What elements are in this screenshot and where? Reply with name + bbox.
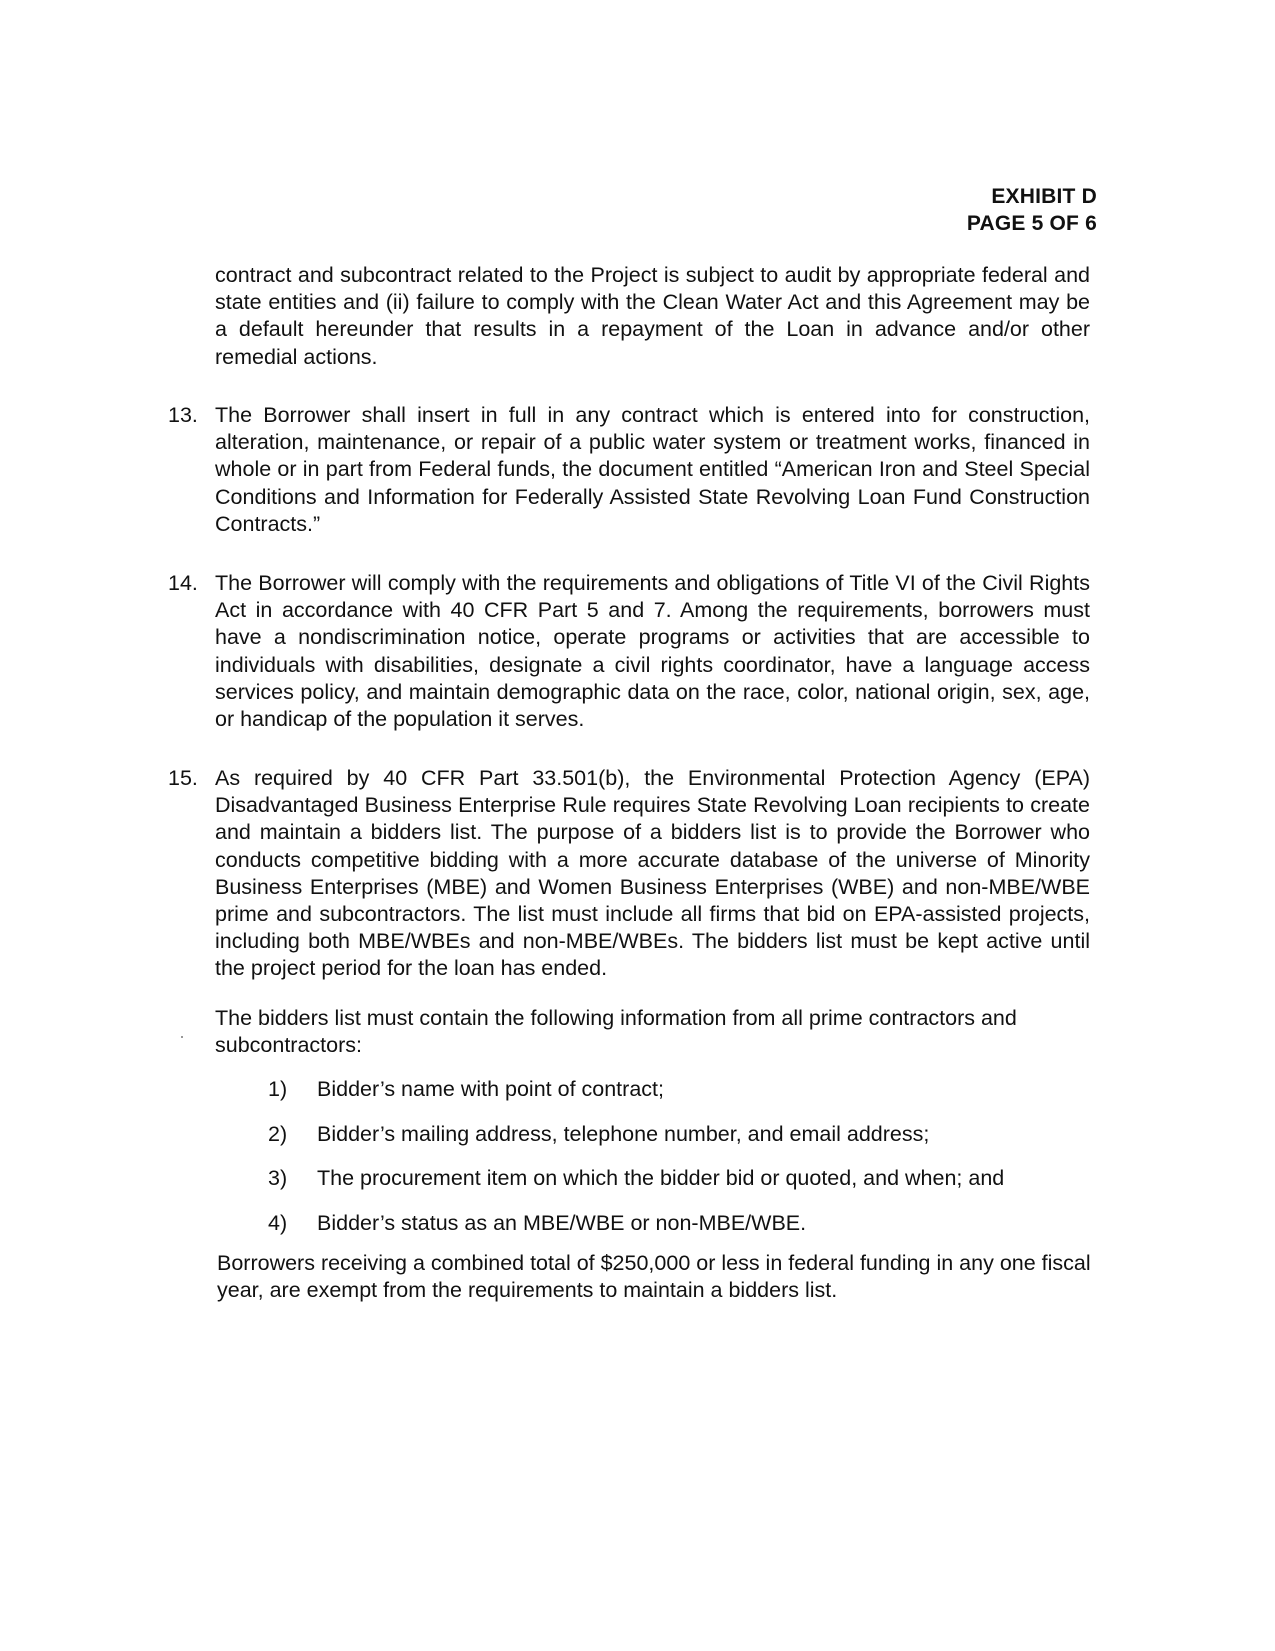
item-text: As required by 40 CFR Part 33.501(b), the Environmental Protection Agency (EPA) Disadvantaged Business Enterprise Rule requires State Revolving Loan recipients to create and maintain a bidders list. The purpose of a bidders list is to provide the Borrower who conducts competitive bidding with a more accurate database of the universe of Minority Business Enterprises (MBE) and Women Business Enterprises (WBE) and non-MBE/WBE prime and subcontractors. The list must include all firms that bid on EPA-assisted projects, including both MBE/WBEs and non-MBE/WBEs. The bidders list must be kept active until the project period for the loan has ended.	[215, 766, 1090, 981]
sub-item-number: 2)	[268, 1121, 288, 1146]
scan-speck	[181, 1036, 183, 1038]
list-item-13	[168, 402, 1090, 538]
exhibit-label: EXHIBIT D	[991, 185, 1097, 208]
item-number: 15.	[168, 766, 198, 790]
page-number: PAGE 5 OF 6	[966, 212, 1097, 235]
sub-item-number: 3)	[268, 1166, 288, 1190]
item-number: 14.	[168, 571, 198, 595]
sub-item-text: Bidder’s status as an MBE/WBE or non-MBE/WBE.	[317, 1210, 807, 1235]
sub-item-text: The procurement item on which the bidder bid or quoted, and when; and	[317, 1166, 1005, 1190]
closing-paragraph: Borrowers receiving a combined total of $250,000 or less in federal funding in any one fiscal year, are exempt from the requirements to maintain a bidders list.	[217, 1251, 1091, 1303]
bidders-info-list	[268, 1076, 1068, 1254]
list-item-14	[168, 570, 1090, 733]
bidders-list-intro: The bidders list must contain the following information from all prime contractors and subcontractors:	[215, 1006, 1017, 1058]
sub-item-text: Bidder’s mailing address, telephone number, and email address;	[317, 1121, 930, 1146]
item-text: The Borrower will comply with the requirements and obligations of Title VI of the Civil Rights Act in accordance with 40 CFR Part 5 and 7. Among the requirements, borrowers must have a nondiscrimination notice, operate programs or activities that are accessible to individuals with disabilities, designate a civil rights coordinator, have a language access services policy, and maintain demographic data on the race, color, national origin, sex, age, or handicap of the population it serves.	[215, 571, 1090, 732]
sub-list-item	[268, 1121, 1068, 1166]
item-text: The Borrower shall insert in full in any contract which is entered into for construction, alteration, maintenance, or repair of a public water system or treatment works, financed in whole or in part from Federal funds, the document entitled “American Iron and Steel Special Conditions and Information for Federally Assisted State Revolving Loan Fund Construction Contracts.”	[215, 403, 1090, 536]
sub-item-number: 1)	[268, 1077, 288, 1101]
continuation-paragraph: contract and subcontract related to the Project is subject to audit by appropriate federal and state entities and (ii) failure to comply with the Clean Water Act and this Agreement may be a default hereunder that results in a repayment of the Loan in advance and/or other remedial actions.	[215, 263, 1090, 369]
page-header	[967, 183, 1097, 237]
sub-list-item	[268, 1210, 1068, 1255]
sub-item-number: 4)	[268, 1210, 288, 1235]
item-number: 13.	[168, 403, 198, 427]
sub-item-text: Bidder’s name with point of contract;	[317, 1077, 664, 1101]
list-item-15	[168, 765, 1090, 983]
sub-list-item	[268, 1076, 1068, 1121]
sub-list-item	[268, 1165, 1068, 1210]
